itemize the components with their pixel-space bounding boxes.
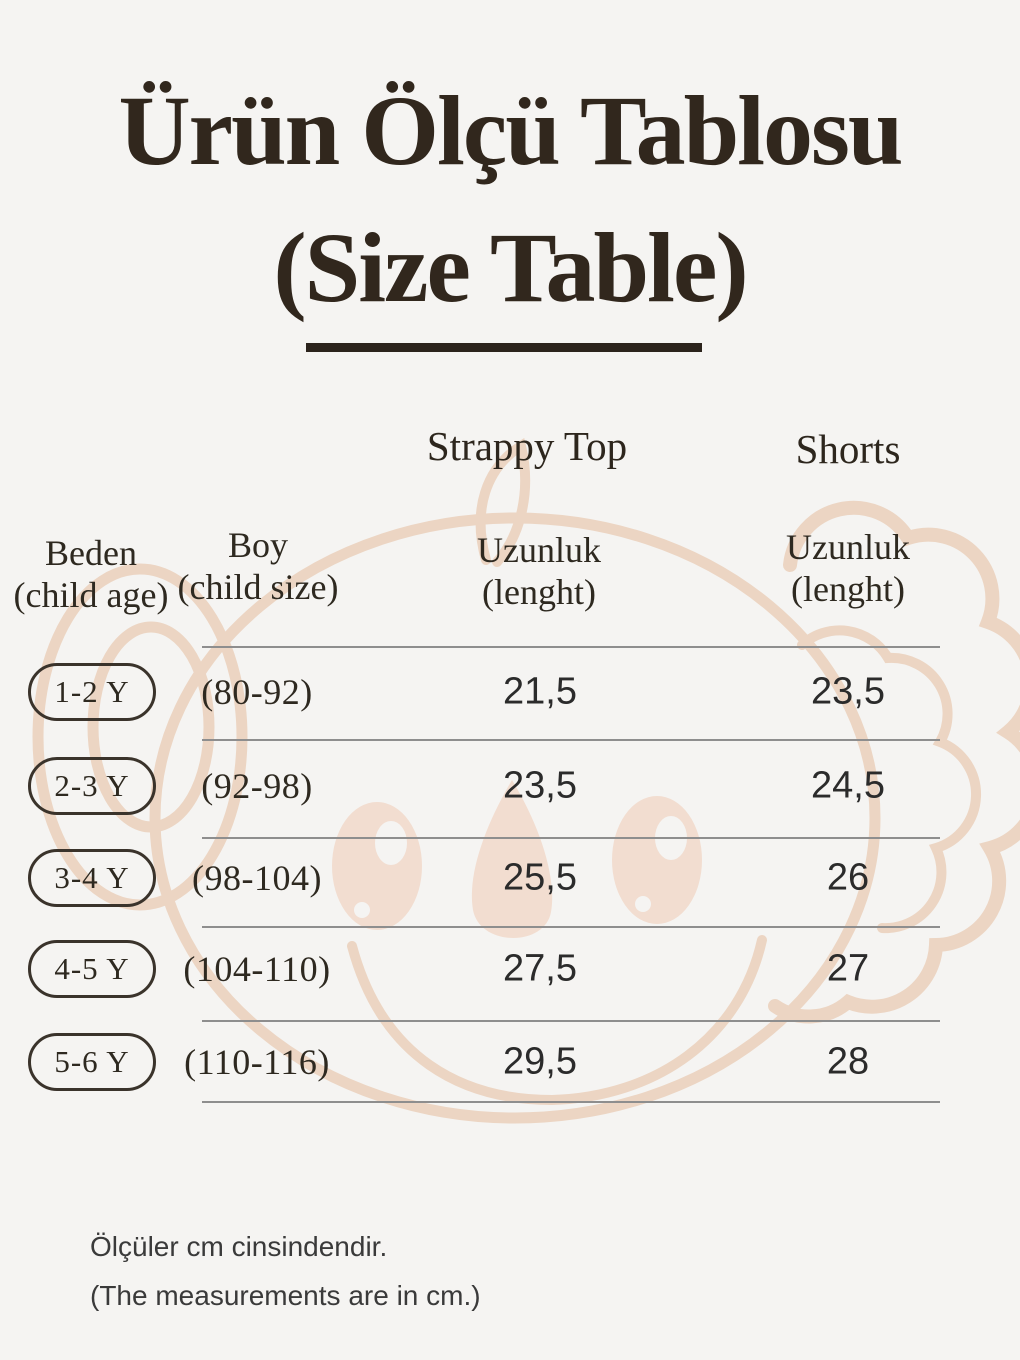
product-header-strappy-top: Strappy Top	[426, 423, 628, 469]
age-badge: 2-3 Y	[28, 757, 156, 815]
age-badge: 5-6 Y	[28, 1033, 156, 1091]
size-range: (98-104)	[192, 858, 322, 898]
strappy-top-length: 25,5	[503, 856, 577, 899]
column-header-uzunluk-shorts: Uzunluk (lenght)	[786, 526, 910, 609]
size-range: (92-98)	[201, 766, 313, 806]
column-header-beden: Beden (child age)	[13, 532, 169, 615]
size-range: (104-110)	[183, 949, 331, 989]
page-subtitle: (Size Table)	[273, 212, 747, 323]
shorts-length: 27	[826, 947, 870, 990]
row-separator	[202, 646, 940, 648]
size-range: (80-92)	[201, 672, 313, 712]
shorts-length: 24,5	[811, 764, 885, 807]
product-header-shorts: Shorts	[795, 426, 901, 472]
column-header-uzunluk-strappy: Uzunluk (lenght)	[477, 529, 601, 612]
column-header-boy: Boy (child size)	[177, 524, 339, 607]
strappy-top-length: 21,5	[503, 670, 577, 713]
row-separator	[202, 1020, 940, 1022]
title-underline	[306, 343, 702, 352]
shorts-length: 23,5	[811, 670, 885, 713]
age-badge: 1-2 Y	[28, 663, 156, 721]
shorts-length: 28	[826, 1040, 870, 1083]
age-badge: 4-5 Y	[28, 940, 156, 998]
size-range: (110-116)	[184, 1042, 330, 1082]
page-title: Ürün Ölçü Tablosu	[118, 75, 902, 186]
measurement-note	[90, 1222, 481, 1320]
strappy-top-length: 29,5	[503, 1040, 577, 1083]
shorts-length: 26	[826, 856, 870, 899]
measurement-note-en: (The measurements are in cm.)	[90, 1280, 481, 1311]
row-separator	[202, 739, 940, 741]
row-separator	[202, 837, 940, 839]
strappy-top-length: 23,5	[503, 764, 577, 807]
koala-right-eye	[612, 796, 702, 924]
row-separator	[202, 926, 940, 928]
strappy-top-length: 27,5	[503, 947, 577, 990]
measurement-note-tr: Ölçüler cm cinsindendir.	[90, 1231, 388, 1262]
koala-left-eye	[332, 802, 422, 930]
row-separator	[202, 1101, 940, 1103]
age-badge: 3-4 Y	[28, 849, 156, 907]
